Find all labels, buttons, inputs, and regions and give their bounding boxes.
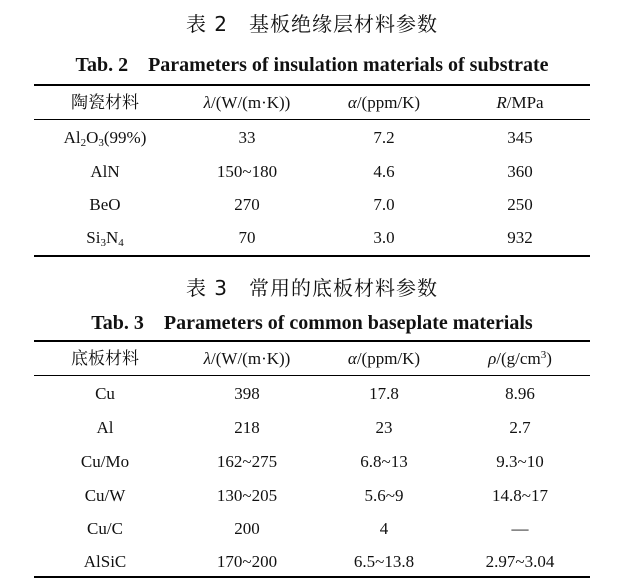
table3-rho: —	[511, 519, 529, 538]
table-row	[34, 514, 590, 544]
table2-alpha: 7.0	[373, 195, 395, 214]
table3-rho: 2.7	[509, 418, 531, 437]
table3-header-rho: $\rho/(g/cm^3)$	[488, 349, 552, 368]
table3-lambda: 218	[234, 418, 260, 437]
table3-alpha: 6.5~13.8	[353, 552, 415, 571]
table3-rho: 8.96	[505, 384, 535, 403]
table3-alpha: 6.8~13	[360, 452, 408, 471]
table3-header-material: 底板材料	[71, 349, 139, 369]
table3-header-alpha: α/(ppm/K)	[347, 349, 421, 368]
table3-header-lambda: λ/(W/(m·K))	[203, 349, 291, 368]
table-row	[34, 123, 590, 153]
table2-r: 360	[507, 162, 533, 181]
table-row	[34, 413, 590, 443]
table3-material: Cu	[95, 384, 115, 403]
table-row	[34, 157, 590, 187]
table3-header-rule	[34, 375, 590, 376]
table2-top-rule	[34, 84, 590, 86]
table-row	[34, 223, 590, 253]
table2-header-alpha: α/(ppm/K)	[347, 93, 421, 112]
table2-lambda: 150~180	[216, 162, 278, 181]
table2-bottom-rule	[34, 255, 590, 257]
table3-rho: 2.97~3.04	[485, 552, 555, 571]
table2-material: AlN	[90, 162, 120, 181]
table-row	[34, 481, 590, 511]
table3-material: AlSiC	[83, 552, 127, 571]
table3-lambda: 200	[234, 519, 260, 538]
table2-lambda: 70	[238, 228, 256, 247]
table3-material: Al	[96, 418, 114, 437]
table3-alpha: 5.6~9	[364, 486, 404, 505]
table-row	[34, 190, 590, 220]
table3-alpha: 17.8	[369, 384, 399, 403]
table3-lambda: 130~205	[216, 486, 278, 505]
table-row	[34, 379, 590, 409]
table3-top-rule	[34, 340, 590, 342]
table2-header-lambda: λ/(W/(m·K))	[203, 93, 291, 112]
table2-alpha: 4.6	[373, 162, 395, 181]
table2-lambda: 270	[234, 195, 260, 214]
table2-header-material: 陶瓷材料	[71, 93, 139, 113]
table2-header-r: R/MPa	[496, 93, 544, 112]
table2-material: BeO	[89, 195, 121, 214]
table3-lambda: 162~275	[216, 452, 278, 471]
table-row	[34, 447, 590, 477]
table3-bottom-rule	[34, 576, 590, 578]
table-row	[34, 547, 590, 577]
table2-alpha: 7.2	[373, 128, 395, 147]
table2-header-row	[34, 88, 590, 118]
table3-rho: 14.8~17	[492, 486, 548, 505]
table3-title-cn: 表 3 常用的底板材料参数	[185, 276, 439, 300]
table3-alpha: 4	[379, 519, 389, 538]
table3-rho: 9.3~10	[496, 452, 544, 471]
table2-r: 250	[507, 195, 533, 214]
table2-title-en: Tab. 2 Parameters of insulation materials of substrate	[75, 54, 549, 76]
table3-alpha: 23	[375, 418, 393, 437]
table3-header-row	[34, 344, 590, 374]
table3-material: Cu/C	[87, 519, 123, 538]
table2-r: 345	[507, 128, 533, 147]
table2-alpha: 3.0	[373, 228, 395, 247]
table2-lambda: 33	[238, 128, 256, 147]
table3-material: Cu/Mo	[80, 452, 130, 471]
table2-material-si3n4: $Si_3N_4$	[86, 228, 124, 249]
table2-title-cn: 表 2 基板绝缘层材料参数	[185, 12, 439, 36]
table3-material: Cu/W	[84, 486, 126, 505]
table2-header-rule	[34, 119, 590, 120]
table3-lambda: 398	[234, 384, 260, 403]
table2-r: 932	[507, 228, 533, 247]
table3-title-en: Tab. 3 Parameters of common baseplate materials	[91, 312, 533, 334]
table3-lambda: 170~200	[216, 552, 278, 571]
table2-material-al2o3: $Al_2O_3(99\%)$	[63, 128, 147, 149]
